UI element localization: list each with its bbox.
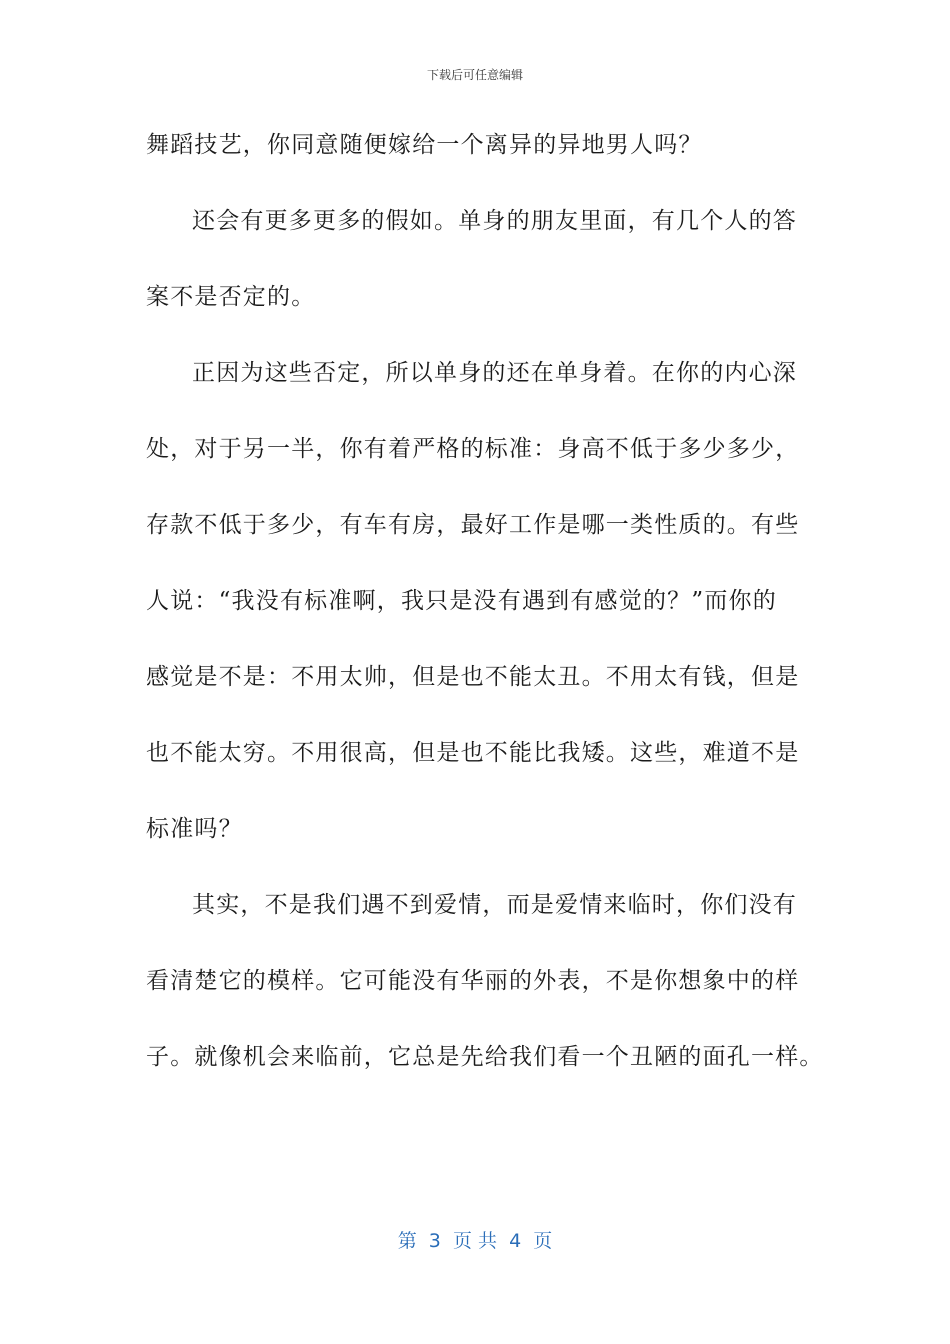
document-body [146,118,824,1106]
body-line: 人说：“我没有标准啊，我只是没有遇到有感觉的？”而你的 [146,588,777,614]
body-line: 正因为这些否定，所以单身的还在单身着。在你的内心深 [192,360,797,386]
page-number: 第 3 页 共 4 页 [397,1230,553,1252]
body-line: 其实，不是我们遇不到爱情，而是爱情来临时，你们没有 [192,892,797,918]
body-line: 还会有更多更多的假如。单身的朋友里面，有几个人的答 [192,208,797,234]
body-line: 舞蹈技艺，你同意随便嫁给一个离异的异地男人吗？ [146,132,703,158]
body-line: 存款不低于多少，有车有房，最好工作是哪一类性质的。有些 [146,512,800,538]
body-line: 也不能太穷。不用很高，但是也不能比我矮。这些，难道不是 [146,740,800,766]
body-line: 看清楚它的模样。它可能没有华丽的外表，不是你想象中的样 [146,968,800,994]
body-line: 感觉是不是：不用太帅，但是也不能太丑。不用太有钱，但是 [146,664,800,690]
page-header-note: 下载后可任意编辑 [426,68,523,82]
body-line: 子。就像机会来临前，它总是先给我们看一个丑陋的面孔一样。 [146,1044,824,1070]
body-line: 标准吗？ [146,816,243,842]
body-line: 案不是否定的。 [146,284,316,310]
body-line: 处，对于另一半，你有着严格的标准：身高不低于多少多少， [146,436,800,462]
